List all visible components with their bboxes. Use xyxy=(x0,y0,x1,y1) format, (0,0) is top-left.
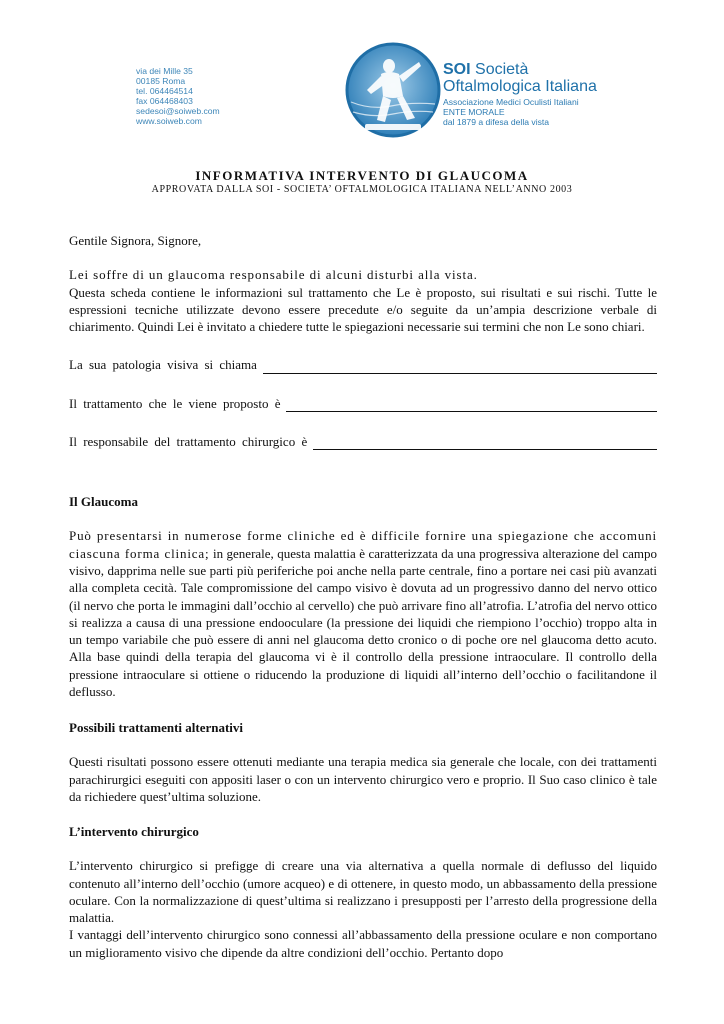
section-text-surgery-1: L’intervento chirurgico si prefigge di creare una via alternativa a quella normale di deflusso del liquido contenuto all’interno dell’occhio (umore acqueo) e di ottenere, in questo modo, un abbassamento della pressione oculare. Con la normalizzazione di quest’ultima si realizzano i presupposti per l’arresto della progressione della malattia. xyxy=(69,858,657,926)
intro-paragraph: Questa scheda contiene le informazioni sul trattamento che Le è proposto, sui risultati e sui rischi. Tutte le espressioni tecniche utilizzate devono essere precedute e/o seguite da un’ampia descrizione verbale di chiarimento. Quindi Lei è invitato a chiedere tutte le spiegazioni necessarie sui termini che non Le sono chiari. xyxy=(69,284,657,335)
field-responsabile xyxy=(69,433,657,450)
letterhead xyxy=(0,0,724,150)
section-text-alternatives: Questi risultati possono essere ottenuti mediante una terapia medica sia generale che locale, con dei trattamenti parachirurgici eseguiti con appositi laser o con un intervento chirurgico vero e proprio. Il Suo caso clinico è tale da richiedere quest’ultima soluzione. xyxy=(69,754,657,804)
document-body xyxy=(69,232,657,961)
org-name-part2: Oftalmologica Italiana xyxy=(443,78,597,95)
section-heading-glaucoma: Il Glaucoma xyxy=(69,494,138,510)
org-name-part1: Società xyxy=(475,61,529,78)
address-line: tel. 064464514 xyxy=(136,86,193,96)
fill-in-line[interactable] xyxy=(313,437,657,450)
glaucoma-text-lead: Può presentarsi in numerose forme cliniche ed è difficile fornire una spiegazione che accomuni ciascuna forma clinica; xyxy=(69,528,657,561)
org-name-block xyxy=(443,62,633,127)
section-heading-surgery: L’intervento chirurgico xyxy=(69,824,199,840)
org-acronym: SOI xyxy=(443,61,471,78)
glaucoma-text-body: in generale, questa malattia è caratterizzata da una progressiva alterazione del campo visivo, dapprima nelle sue parti più periferiche poi anche nella parte centrale, fino a portare nei casi più avanzati alla completa cecità. Tale compromissione del campo visivo è dovuta ad un progressivo danno del nervo ottico (il nervo che porta le immagini dall’occhio al cervello) che può arrivare fino all’atrofia. L’atrofia del nervo ottico si realizza a causa di una pressione endooculare (la pressione dei liquidi che riempiono l’occhio) troppo alta in un tempo variabile che può essere di anni nel glaucoma detto cronico o di poche ore nel glaucoma detto acuto. Alla base quindi della terapia del glaucoma vi è il controllo della pressione intraoculare. Il controllo della pressione intraoculare si ottiene o riducendo la produzione di liquidi all’interno dell’occhio o facilitandone il deflusso. xyxy=(69,545,657,700)
soi-logo-icon xyxy=(341,40,445,140)
section-heading-alternatives: Possibili trattamenti alternativi xyxy=(69,720,244,736)
org-sub-line: dal 1879 a difesa della vista xyxy=(443,117,550,127)
section-text-surgery-2: I vantaggi dell’intervento chirurgico sono connessi all’abbassamento della pressione oculare e non comportano un miglioramento visivo che dipende da altre condizioni dell’occhio. Pertanto dopo xyxy=(69,927,657,960)
field-label: La sua patologia visiva si chiama xyxy=(69,357,257,373)
fill-in-line[interactable] xyxy=(263,361,657,374)
field-label: Il trattamento che le viene proposto è xyxy=(69,395,281,411)
section-text-glaucoma xyxy=(69,527,657,700)
field-label: Il responsabile del trattamento chirurgico è xyxy=(69,434,308,450)
field-patologia xyxy=(69,356,657,373)
document-title: INFORMATIVA INTERVENTO DI GLAUCOMA xyxy=(195,168,529,183)
address-line: www.soiweb.com xyxy=(136,116,202,126)
fill-in-line[interactable] xyxy=(286,399,657,412)
document-subtitle: APPROVATA DALLA SOI - SOCIETA’ OFTALMOLOGICA ITALIANA NELL’ANNO 2003 xyxy=(151,184,573,195)
address-line: 00185 Roma xyxy=(136,76,186,86)
address-block xyxy=(136,66,286,126)
org-sub-line: ENTE MORALE xyxy=(443,107,505,117)
org-sub-line: Associazione Medici Oculisti Italiani xyxy=(443,97,579,107)
field-trattamento xyxy=(69,395,657,412)
greeting: Gentile Signora, Signore, xyxy=(69,233,202,248)
address-line: sedesoi@soiweb.com xyxy=(136,106,220,116)
address-line: via dei Mille 35 xyxy=(136,66,193,76)
address-line: fax 064468403 xyxy=(136,96,193,106)
intro-line: Lei soffre di un glaucoma responsabile di alcuni disturbi alla vista. xyxy=(69,267,478,283)
